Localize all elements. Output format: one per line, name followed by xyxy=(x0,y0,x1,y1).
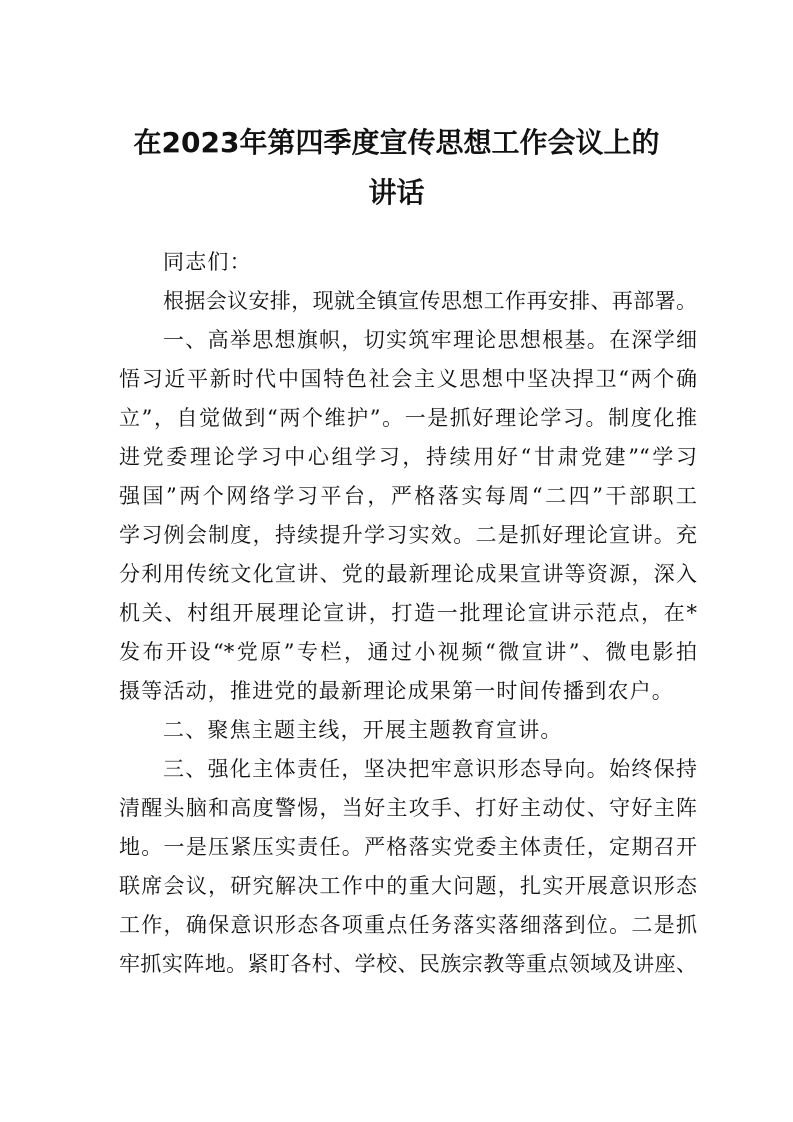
text-line: 强国”两个网络学习平台，严格落实每周“二四”干部职工 xyxy=(119,484,697,508)
document-title-line-2: 讲话 xyxy=(368,176,425,209)
text-line: 进党委理论学习中心组学习，持续用好“甘肃党建”“学习 xyxy=(119,445,697,469)
text-line: 地。一是压紧压实责任。严格落实党委主体责任，定期召开 xyxy=(119,835,697,859)
text-line: 悟习近平新时代中国特色社会主义思想中坚决捍卫“两个确 xyxy=(119,367,697,391)
text-line: 根据会议安排，现就全镇宣传思想工作再安排、再部署。 xyxy=(163,289,697,313)
document-body xyxy=(119,243,697,984)
document-title-line-1: 在2023年第四季度宣传思想工作会议上的 xyxy=(133,126,660,159)
text-line: 机关、村组开展理论宣讲，打造一批理论宣讲示范点，在* xyxy=(119,601,697,625)
text-line: 联席会议，研究解决工作中的重大问题，扎实开展意识形态 xyxy=(119,874,697,898)
text-line: 学习例会制度，持续提升学习实效。二是抓好理论宣讲。充 xyxy=(119,523,697,547)
salutation: 同志们： xyxy=(163,250,252,274)
text-line: 牢抓实阵地。紧盯各村、学校、民族宗教等重点领域及讲座、 xyxy=(119,952,697,976)
text-line: 立”，自觉做到“两个维护”。一是抓好理论学习。制度化推 xyxy=(119,406,697,430)
text-line: 摄等活动，推进党的最新理论成果第一时间传播到农户。 xyxy=(119,679,674,703)
text-line: 工作，确保意识形态各项重点任务落实落细落到位。二是抓 xyxy=(119,913,697,937)
text-line: 一、高举思想旗帜，切实筑牢理论思想根基。在深学细 xyxy=(163,328,697,352)
text-line: 清醒头脑和高度警惕，当好主攻手、打好主动仗、守好主阵 xyxy=(119,796,697,820)
text-line: 发布开设“*党原”专栏，通过小视频“微宣讲”、微电影拍 xyxy=(119,640,697,664)
text-line: 二、聚焦主题主线，开展主题教育宣讲。 xyxy=(163,718,563,742)
text-line: 三、强化主体责任，坚决把牢意识形态导向。始终保持 xyxy=(163,757,697,781)
text-line: 分利用传统文化宣讲、党的最新理论成果宣讲等资源，深入 xyxy=(119,562,697,586)
